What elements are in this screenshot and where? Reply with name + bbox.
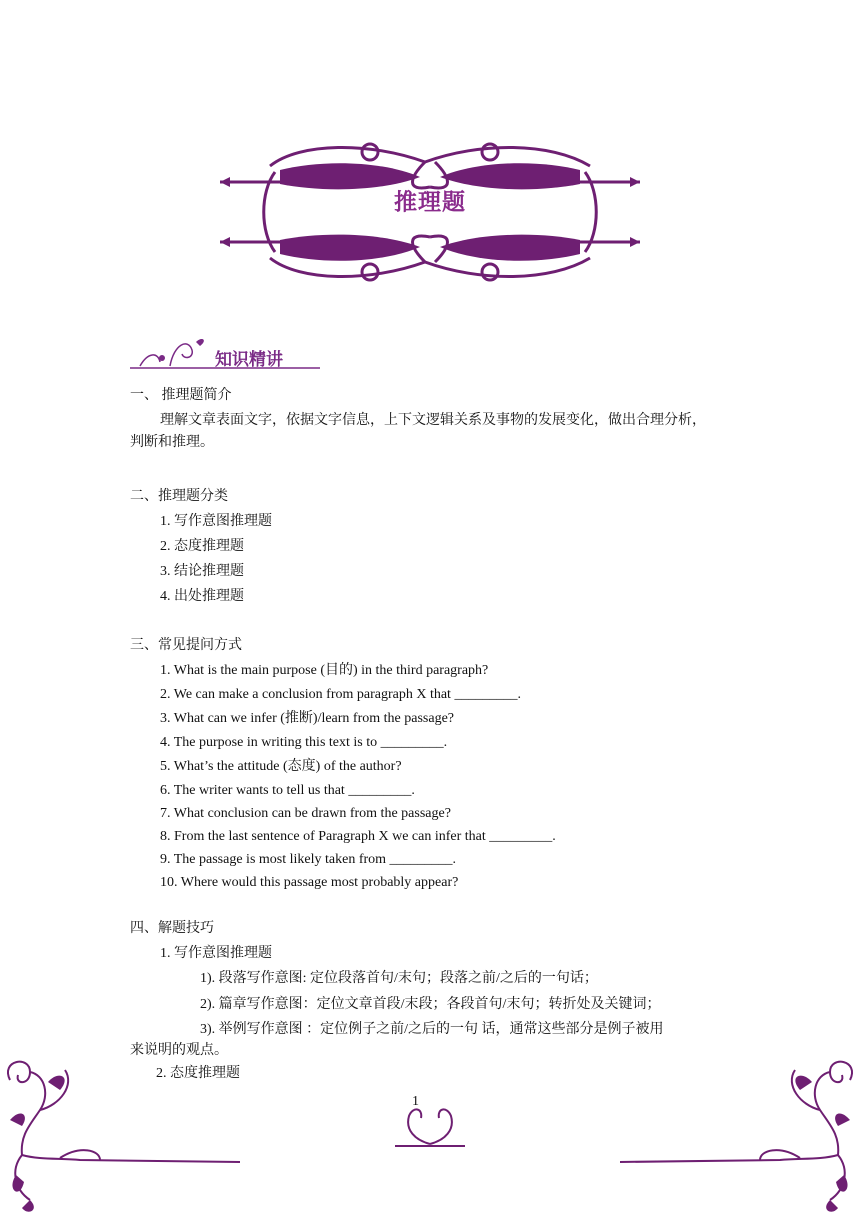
- footer-center-ornament: [395, 1100, 465, 1148]
- section-1-heading: 一、 推理题简介: [130, 388, 232, 403]
- question-item: 2. We can make a conclusion from paragraph X that _________.: [160, 687, 521, 702]
- list-item: 1. 写作意图推理题: [160, 514, 272, 529]
- section-heading: 知识精讲: [215, 350, 283, 370]
- question-item: 4. The purpose in writing this text is to _________.: [160, 735, 448, 750]
- question-item: 3. What can we infer (推断)/learn from the passage?: [160, 711, 455, 726]
- footer-left-ornament: [0, 1050, 240, 1216]
- section-4-heading: 四、解题技巧: [130, 921, 214, 936]
- question-item: 8. From the last sentence of Paragraph X we can infer that _________.: [160, 829, 556, 844]
- page-title: 推理题: [394, 189, 466, 216]
- section-1-paragraph-line-1: 理解文章表面文字，依据文字信息，上下文逻辑关系及事物的发展变化，做出合理分析，: [160, 413, 706, 428]
- section-2-heading: 二、推理题分类: [130, 489, 228, 504]
- list-item: 2. 态度推理题: [160, 539, 244, 554]
- subheading: 1. 写作意图推理题: [160, 946, 272, 961]
- question-item: 5. What’s the attitude (态度) of the author?: [160, 759, 402, 774]
- question-item: 9. The passage is most likely taken from _________.: [160, 852, 457, 867]
- subheading: 2. 态度推理题: [156, 1066, 240, 1081]
- question-item: 7. What conclusion can be drawn from the passage?: [160, 806, 451, 821]
- technique-item: 3). 举例写作意图 ：定位例子之前/之后的一句 话，通常这些部分是例子被用: [200, 1022, 664, 1037]
- question-item: 10. Where would this passage most probably appear?: [160, 875, 459, 890]
- technique-item: 2). 篇章写作意图：定位文章首段/末段；各段首句/末句；转折处及关键词；: [200, 997, 661, 1012]
- page-number: 1: [412, 1094, 419, 1109]
- section-3-heading: 三、常见提问方式: [130, 638, 242, 653]
- question-item: 6. The writer wants to tell us that _________.: [160, 783, 415, 798]
- section-1-paragraph-line-2: 判断和推理。: [130, 435, 214, 450]
- footer-right-ornament: [620, 1050, 860, 1216]
- list-item: 4. 出处推理题: [160, 589, 244, 604]
- question-item: 1. What is the main purpose (目的) in the third paragraph?: [160, 663, 489, 678]
- list-item: 3. 结论推理题: [160, 564, 244, 579]
- technique-item-wrap: 来说明的观点。: [130, 1043, 228, 1058]
- technique-item: 1). 段落写作意图: 定位段落首句/末句；段落之前/之后的一句话；: [200, 971, 598, 986]
